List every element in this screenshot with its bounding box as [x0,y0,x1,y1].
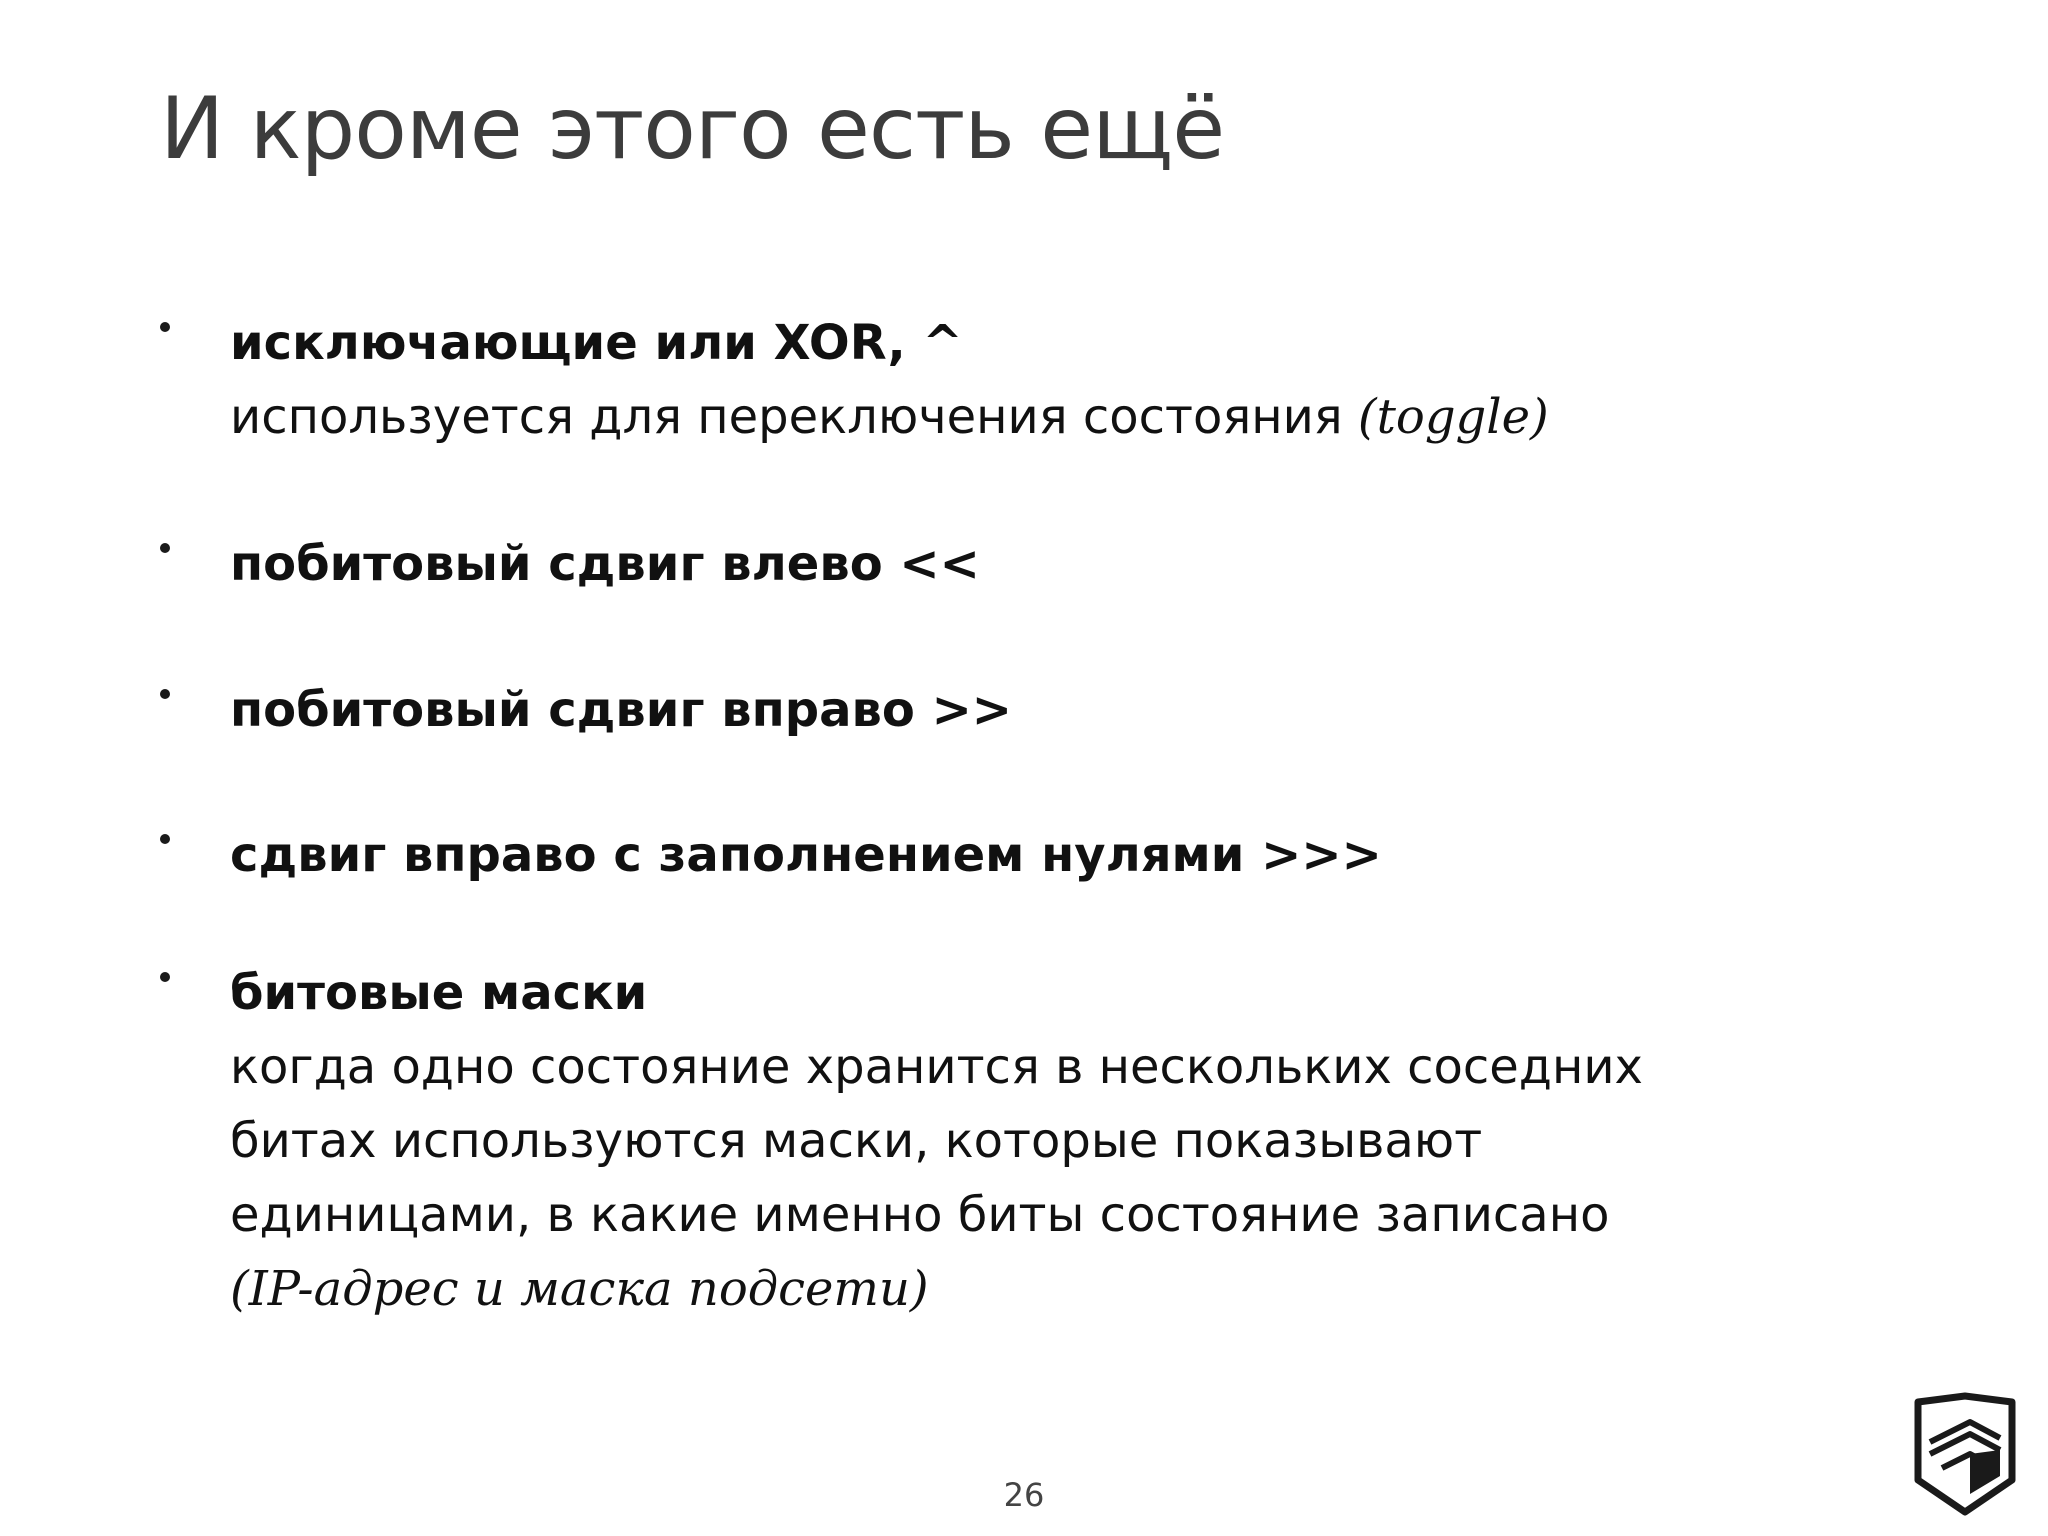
bullet-dot-icon [160,972,170,982]
bullet-text-line: когда одно состояние хранится в нескольких соседних [230,1039,1643,1095]
bullet-text-line: битах используются маски, которые показывают [230,1113,1483,1169]
bullet-text-line: единицами, в какие именно биты состояние записано [230,1187,1610,1243]
shield-logo-icon [1912,1392,2018,1518]
bullet-dot-icon [160,543,170,553]
bullet-content [230,527,1920,601]
bullet-item-zero-fill-shift [160,818,1920,892]
bullet-item-left-shift [160,527,1920,601]
bullet-text-italic: (toggle) [1357,389,1549,445]
bullet-heading: сдвиг вправо с заполнением нулями >>> [230,827,1382,883]
slide-title: И кроме этого есть ещё [160,79,1225,179]
bullet-content [230,818,1920,892]
bullet-dot-icon [160,689,170,699]
bullet-content [230,956,1920,1326]
bullet-heading: битовые маски [230,965,648,1021]
bullet-dot-icon [160,322,170,332]
bullet-dot-icon [160,834,170,844]
bullet-text [230,380,1920,454]
bullet-content [230,673,1920,747]
bullet-item-right-shift [160,673,1920,747]
bullet-text [230,1030,1920,1326]
bullet-item-xor [160,306,1920,454]
bullet-heading: исключающие или XOR, ^ [230,315,963,371]
page-number: 26 [1003,1476,1045,1514]
bullet-heading: побитовый сдвиг влево << [230,536,980,592]
bullet-text-plain: используется для переключения состояния [230,389,1358,445]
bullet-heading: побитовый сдвиг вправо >> [230,682,1013,738]
bullet-content [230,306,1920,454]
bullet-text-italic: (IP-адрес и маска подсети) [230,1261,929,1317]
bullet-item-bit-masks [160,956,1920,1326]
